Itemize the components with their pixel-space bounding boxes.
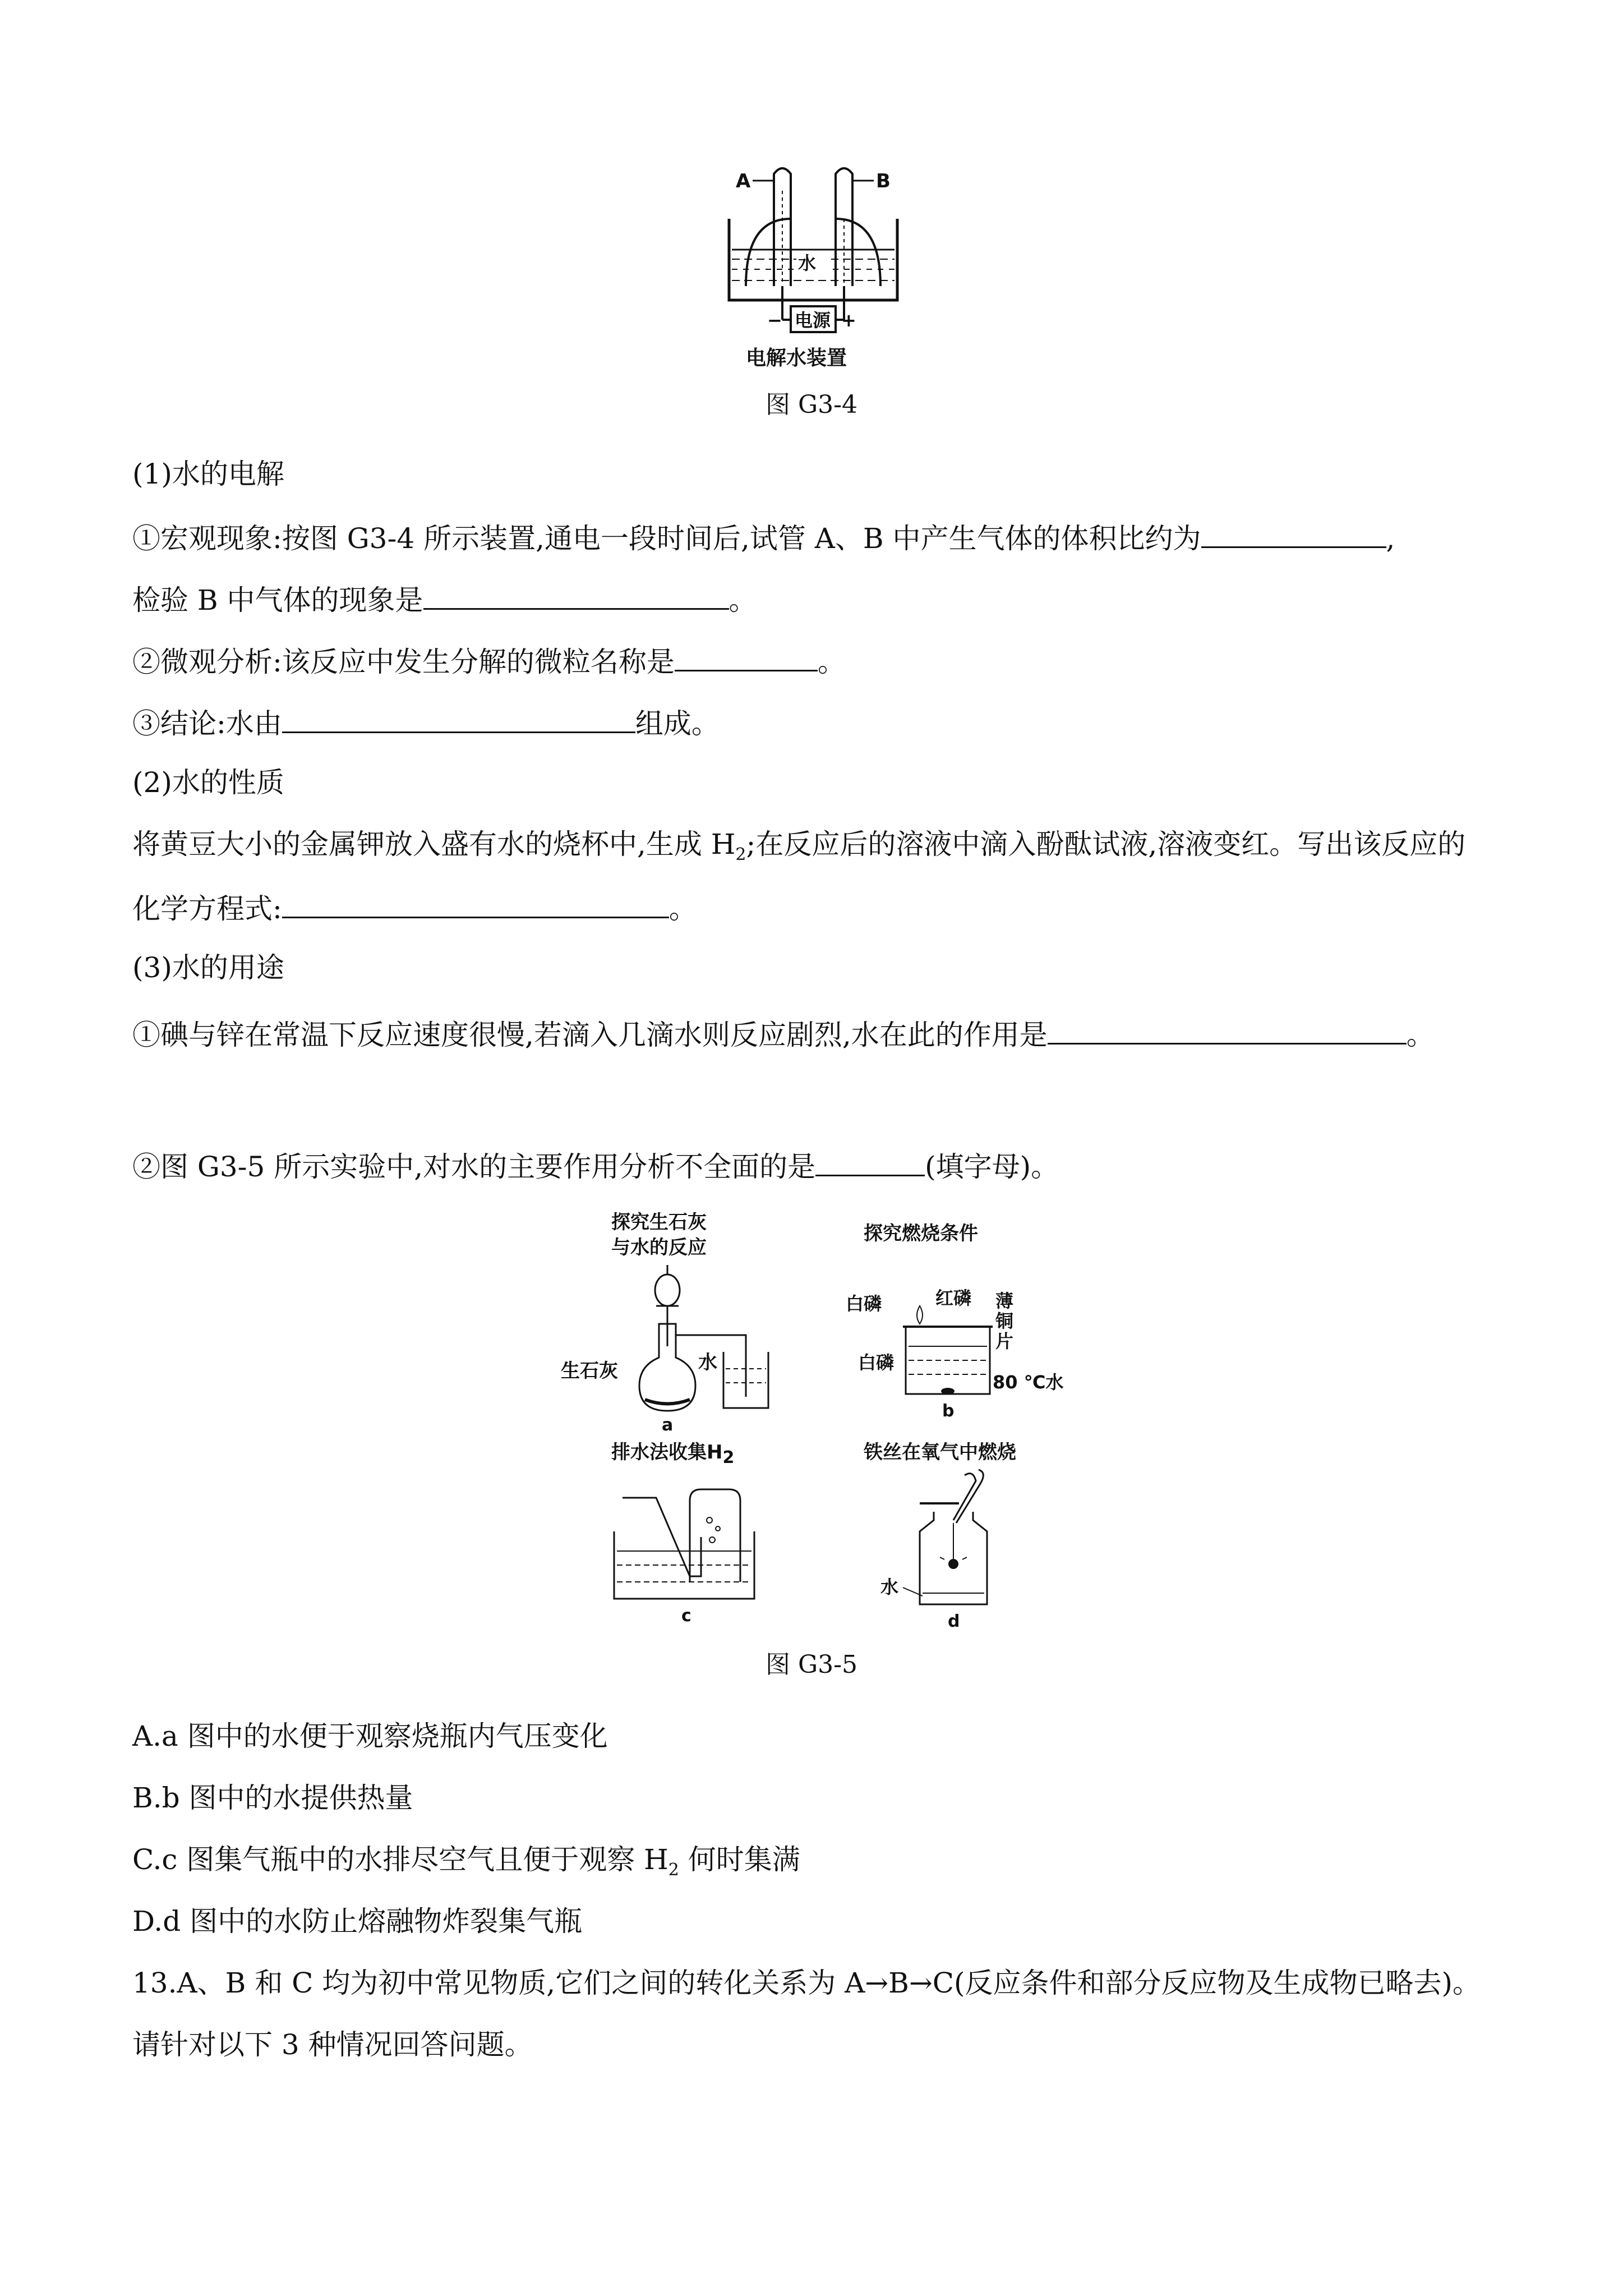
option-b[interactable]: B.b 图中的水提供热量	[132, 1782, 413, 1814]
a-water: 水	[698, 1351, 717, 1374]
b-copper-3: 片	[995, 1331, 1014, 1352]
q1-item3: ③结论:水由 组成。	[132, 701, 1495, 743]
b-letter: b	[942, 1401, 955, 1421]
figure-caption-g3-5: 图 G3-5	[766, 1650, 857, 1679]
figure-title: 电解水装置	[746, 347, 847, 370]
electrolysis-diagram	[707, 157, 920, 381]
q1-item2: ②微观分析:该反应中发生分解的微粒名称是 。	[132, 639, 1495, 682]
answer-blank-water-role[interactable]	[1048, 1013, 1407, 1045]
answer-blank-equation[interactable]	[282, 886, 669, 918]
q3-heading: (3)水的用途	[132, 951, 284, 984]
label-b: B	[876, 170, 891, 192]
q1-item1: ①宏观现象:按图 G3-4 所示装置,通电一段时间后,试管 A、B 中产生气体的体积比约为 ,	[132, 516, 1495, 558]
experiment-a	[561, 1211, 768, 1435]
q1-heading: (1)水的电解	[132, 458, 284, 490]
plus-label: +	[841, 310, 856, 331]
a-title-1: 探究生石灰	[611, 1211, 707, 1234]
water-label: 水	[798, 252, 817, 274]
figure-caption-g3-4: 图 G3-4	[766, 390, 857, 419]
answer-blank-volume-ratio[interactable]	[1201, 516, 1386, 548]
answer-blank-particle[interactable]	[675, 639, 818, 671]
c-letter: c	[681, 1606, 691, 1626]
a-title-2: 与水的反应	[611, 1236, 707, 1259]
d-title: 铁丝在氧气中燃烧	[864, 1441, 1016, 1464]
a-quicklime: 生石灰	[561, 1360, 618, 1382]
c-title: 排水法收集H	[611, 1441, 723, 1464]
power-label: 电源	[795, 310, 831, 331]
b-title: 探究燃烧条件	[864, 1222, 978, 1245]
experiment-d	[863, 1441, 1016, 1631]
b-white-p-bottom: 白磷	[858, 1352, 895, 1373]
option-c[interactable]: C.c 图集气瓶中的水排尽空气且便于观察 $H_2$ 何时集满	[132, 1843, 800, 1880]
answer-blank-letter[interactable]	[815, 1144, 925, 1176]
q2-heading: (2)水的性质	[132, 766, 284, 799]
q1-item1-cont: 检验 B 中气体的现象是 。	[132, 578, 1495, 620]
figure-electrolysis	[707, 157, 920, 381]
b-copper-2: 铜	[995, 1310, 1014, 1332]
experiment-b	[846, 1222, 1063, 1421]
q13-line2: 请针对以下 3 种情况回答问题。	[132, 2028, 533, 2061]
q2-text: 将黄豆大小的金属钾放入盛有水的烧杯中,生成 $H_2$;在反应后的溶液中滴入酚酞试液,溶液变红。写出该反应的	[132, 828, 1466, 864]
figure-experiments	[561, 1206, 1099, 1638]
a-letter: a	[662, 1415, 674, 1435]
answer-blank-gas-test[interactable]	[423, 578, 729, 610]
q2-equation-line: 化学方程式: 。	[132, 886, 1495, 928]
svg-text:排水法收集H2: 排水法收集H2	[611, 1441, 735, 1467]
b-red-p: 红磷	[935, 1287, 972, 1309]
q3-item2: ②图 G3-5 所示实验中,对水的主要作用分析不全面的是 (填字母)。	[132, 1144, 1495, 1186]
d-water: 水	[880, 1576, 899, 1598]
option-a[interactable]: A.a 图中的水便于观察烧瓶内气压变化	[132, 1720, 608, 1752]
minus-label: −	[767, 310, 782, 331]
q13-line1: 13.A、B 和 C 均为初中常见物质,它们之间的转化关系为 A→B→C(反应条件和部分反应物及生成物已略去)。	[132, 1967, 1481, 1999]
q3-item1: ①碘与锌在常温下反应速度很慢,若滴入几滴水则反应剧烈,水在此的作用是 。	[132, 1013, 1495, 1055]
b-hot-water: 80 ℃水	[993, 1372, 1064, 1393]
b-white-p-top: 白磷	[846, 1293, 882, 1314]
b-copper-1: 薄	[995, 1290, 1014, 1312]
option-d[interactable]: D.d 图中的水防止熔融物炸裂集气瓶	[132, 1905, 583, 1938]
label-a: A	[736, 170, 751, 192]
d-letter: d	[948, 1612, 960, 1631]
experiments-diagram	[561, 1206, 1099, 1638]
experiment-c	[611, 1441, 754, 1626]
answer-blank-composition[interactable]	[282, 701, 635, 733]
